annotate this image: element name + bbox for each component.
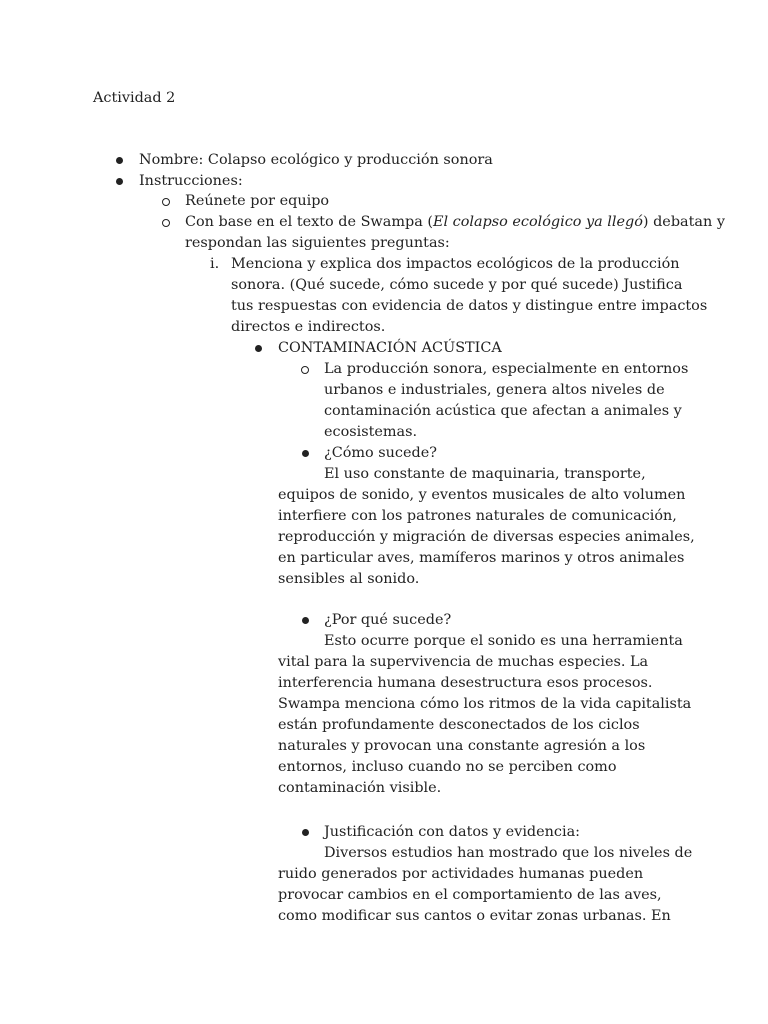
- paragraph-line: contaminación visible.: [278, 780, 442, 796]
- paragraph-line: en particular aves, mamíferos marinos y otros animales: [278, 550, 685, 566]
- bullet-icon: [255, 345, 262, 352]
- bullet-icon: [302, 617, 309, 624]
- book-title: El colapso ecológico ya llegó: [432, 214, 643, 230]
- question-line: Menciona y explica dos impactos ecológicos de la producción: [231, 256, 680, 272]
- text-segment: Con base en el texto de Swampa (: [185, 214, 433, 230]
- paragraph-line: vital para la supervivencia de muchas especies. La: [278, 654, 649, 670]
- question-line: directos e indirectos.: [231, 319, 386, 335]
- list-item-reunete: Reúnete por equipo: [185, 193, 330, 209]
- question-line: tus respuestas con evidencia de datos y distingue entre impactos: [231, 298, 708, 314]
- paragraph-line: sensibles al sonido.: [278, 571, 420, 587]
- paragraph-line: Swampa menciona cómo los ritmos de la vida capitalista: [278, 696, 692, 712]
- list-item-instrucciones: Instrucciones:: [139, 173, 243, 189]
- bullet-icon: [302, 450, 309, 457]
- paragraph-line: ruido generados por actividades humanas pueden: [278, 866, 644, 882]
- list-number: i.: [210, 256, 220, 272]
- paragraph-line: La producción sonora, especialmente en entornos: [324, 361, 689, 377]
- paragraph-line: equipos de sonido, y eventos musicales de alto volumen: [278, 487, 686, 503]
- bullet-icon: [116, 178, 123, 185]
- subheading-justificacion: Justificación con datos y evidencia:: [324, 824, 581, 840]
- paragraph-line: interferencia humana desestructura esos procesos.: [278, 675, 653, 691]
- paragraph-line: provocar cambios en el comportamiento de las aves,: [278, 887, 662, 903]
- question-line: sonora. (Qué sucede, cómo sucede y por qué sucede) Justifica: [231, 277, 683, 293]
- paragraph-line: urbanos e industriales, genera altos niveles de: [324, 382, 665, 398]
- list-item-con-base-line2: respondan las siguientes preguntas:: [185, 235, 450, 251]
- page-title: Actividad 2: [93, 90, 176, 106]
- paragraph-line: contaminación acústica que afectan a animales y: [324, 403, 682, 419]
- paragraph-line: entornos, incluso cuando no se perciben como: [278, 759, 617, 775]
- paragraph-line: Diversos estudios han mostrado que los niveles de: [324, 845, 693, 861]
- hollow-bullet-icon: [162, 198, 170, 206]
- bullet-icon: [116, 157, 123, 164]
- text-segment: ) debatan y: [642, 214, 725, 230]
- paragraph-line: naturales y provocan una constante agresión a los: [278, 738, 646, 754]
- bullet-icon: [302, 829, 309, 836]
- list-item-con-base: [185, 212, 725, 233]
- subheading-porque: ¿Por qué sucede?: [324, 612, 452, 628]
- section-heading: CONTAMINACIÓN ACÚSTICA: [278, 340, 502, 356]
- paragraph-line: Esto ocurre porque el sonido es una herramienta: [324, 633, 683, 649]
- paragraph-line: interfiere con los patrones naturales de comunicación,: [278, 508, 677, 524]
- hollow-bullet-icon: [301, 366, 309, 374]
- list-item-nombre: Nombre: Colapso ecológico y producción sonora: [139, 152, 493, 168]
- paragraph-line: El uso constante de maquinaria, transporte,: [324, 466, 646, 482]
- paragraph-line: ecosistemas.: [324, 424, 418, 440]
- hollow-bullet-icon: [162, 219, 170, 227]
- paragraph-line: como modificar sus cantos o evitar zonas urbanas. En: [278, 908, 671, 924]
- subheading-como: ¿Cómo sucede?: [324, 445, 437, 461]
- paragraph-line: reproducción y migración de diversas especies animales,: [278, 529, 695, 545]
- paragraph-line: están profundamente desconectados de los ciclos: [278, 717, 640, 733]
